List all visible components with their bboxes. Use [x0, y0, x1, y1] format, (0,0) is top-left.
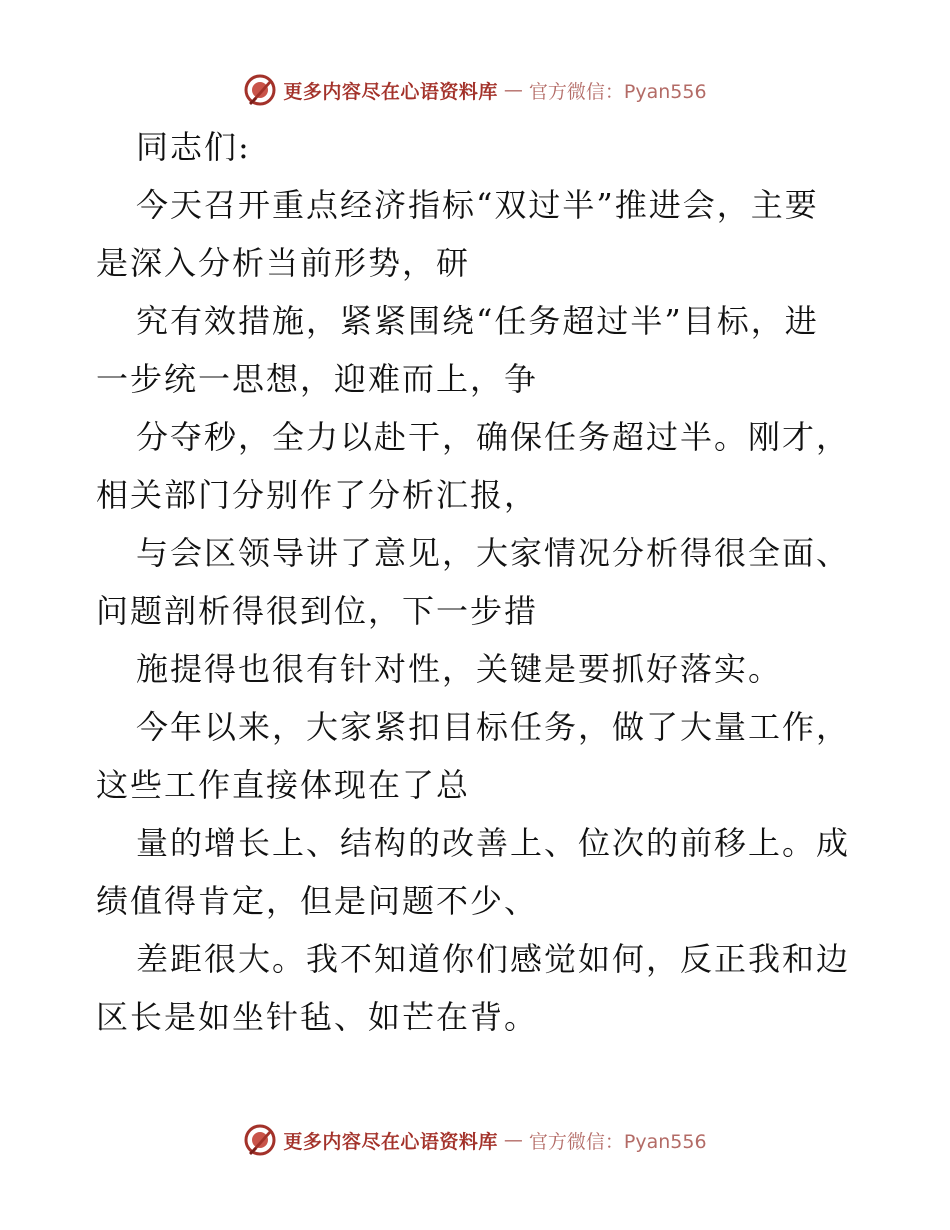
page-footer: [0, 1120, 950, 1160]
header-banner: [243, 73, 706, 107]
banner-wechat: 官方微信：Pyan556: [528, 1130, 707, 1153]
footer-banner: [243, 1123, 706, 1157]
page-header: [0, 70, 950, 110]
text-line: 究有效措施，紧紧围绕“任务超过半”目标，进: [136, 302, 819, 340]
text-line: 一步统一思想，迎难而上，争: [96, 360, 539, 398]
text-line: 量的增长上、结构的改善上、位次的前移上。成: [136, 824, 851, 862]
text-line: 这些工作直接体现在了总: [96, 766, 471, 804]
text-line: 问题剖析得很到位，下一步措: [96, 592, 539, 630]
text-line: 分夺秒，全力以赴干，确保任务超过半。刚才，: [136, 418, 851, 456]
text-line: 差距很大。我不知道你们感觉如何，反正我和边: [136, 940, 851, 978]
banner-title: 更多内容尽在心语资料库: [283, 80, 498, 103]
logo-icon: [243, 1123, 277, 1157]
text-line: 今天召开重点经济指标“双过半”推进会，主要: [136, 186, 819, 224]
text-line: 与会区领导讲了意见，大家情况分析得很全面、: [136, 534, 851, 572]
text-line: 同志们:: [136, 128, 251, 166]
text-line: 今年以来，大家紧扣目标任务，做了大量工作，: [136, 708, 851, 746]
banner-separator: —: [503, 1129, 523, 1151]
banner-wechat: 官方微信：Pyan556: [528, 80, 707, 103]
text-line: 施提得也很有针对性，关键是要抓好落实。: [136, 650, 783, 688]
document-body: [96, 118, 856, 1046]
banner-separator: —: [503, 79, 523, 101]
banner-title: 更多内容尽在心语资料库: [283, 1130, 498, 1153]
text-line: 绩值得肯定，但是问题不少、: [96, 882, 539, 920]
logo-icon: [243, 73, 277, 107]
text-line: 是深入分析当前形势，研: [96, 244, 471, 282]
text-line: 相关部门分别作了分析汇报，: [96, 476, 539, 514]
text-line: 区长是如坐针毡、如芒在背。: [96, 998, 539, 1036]
